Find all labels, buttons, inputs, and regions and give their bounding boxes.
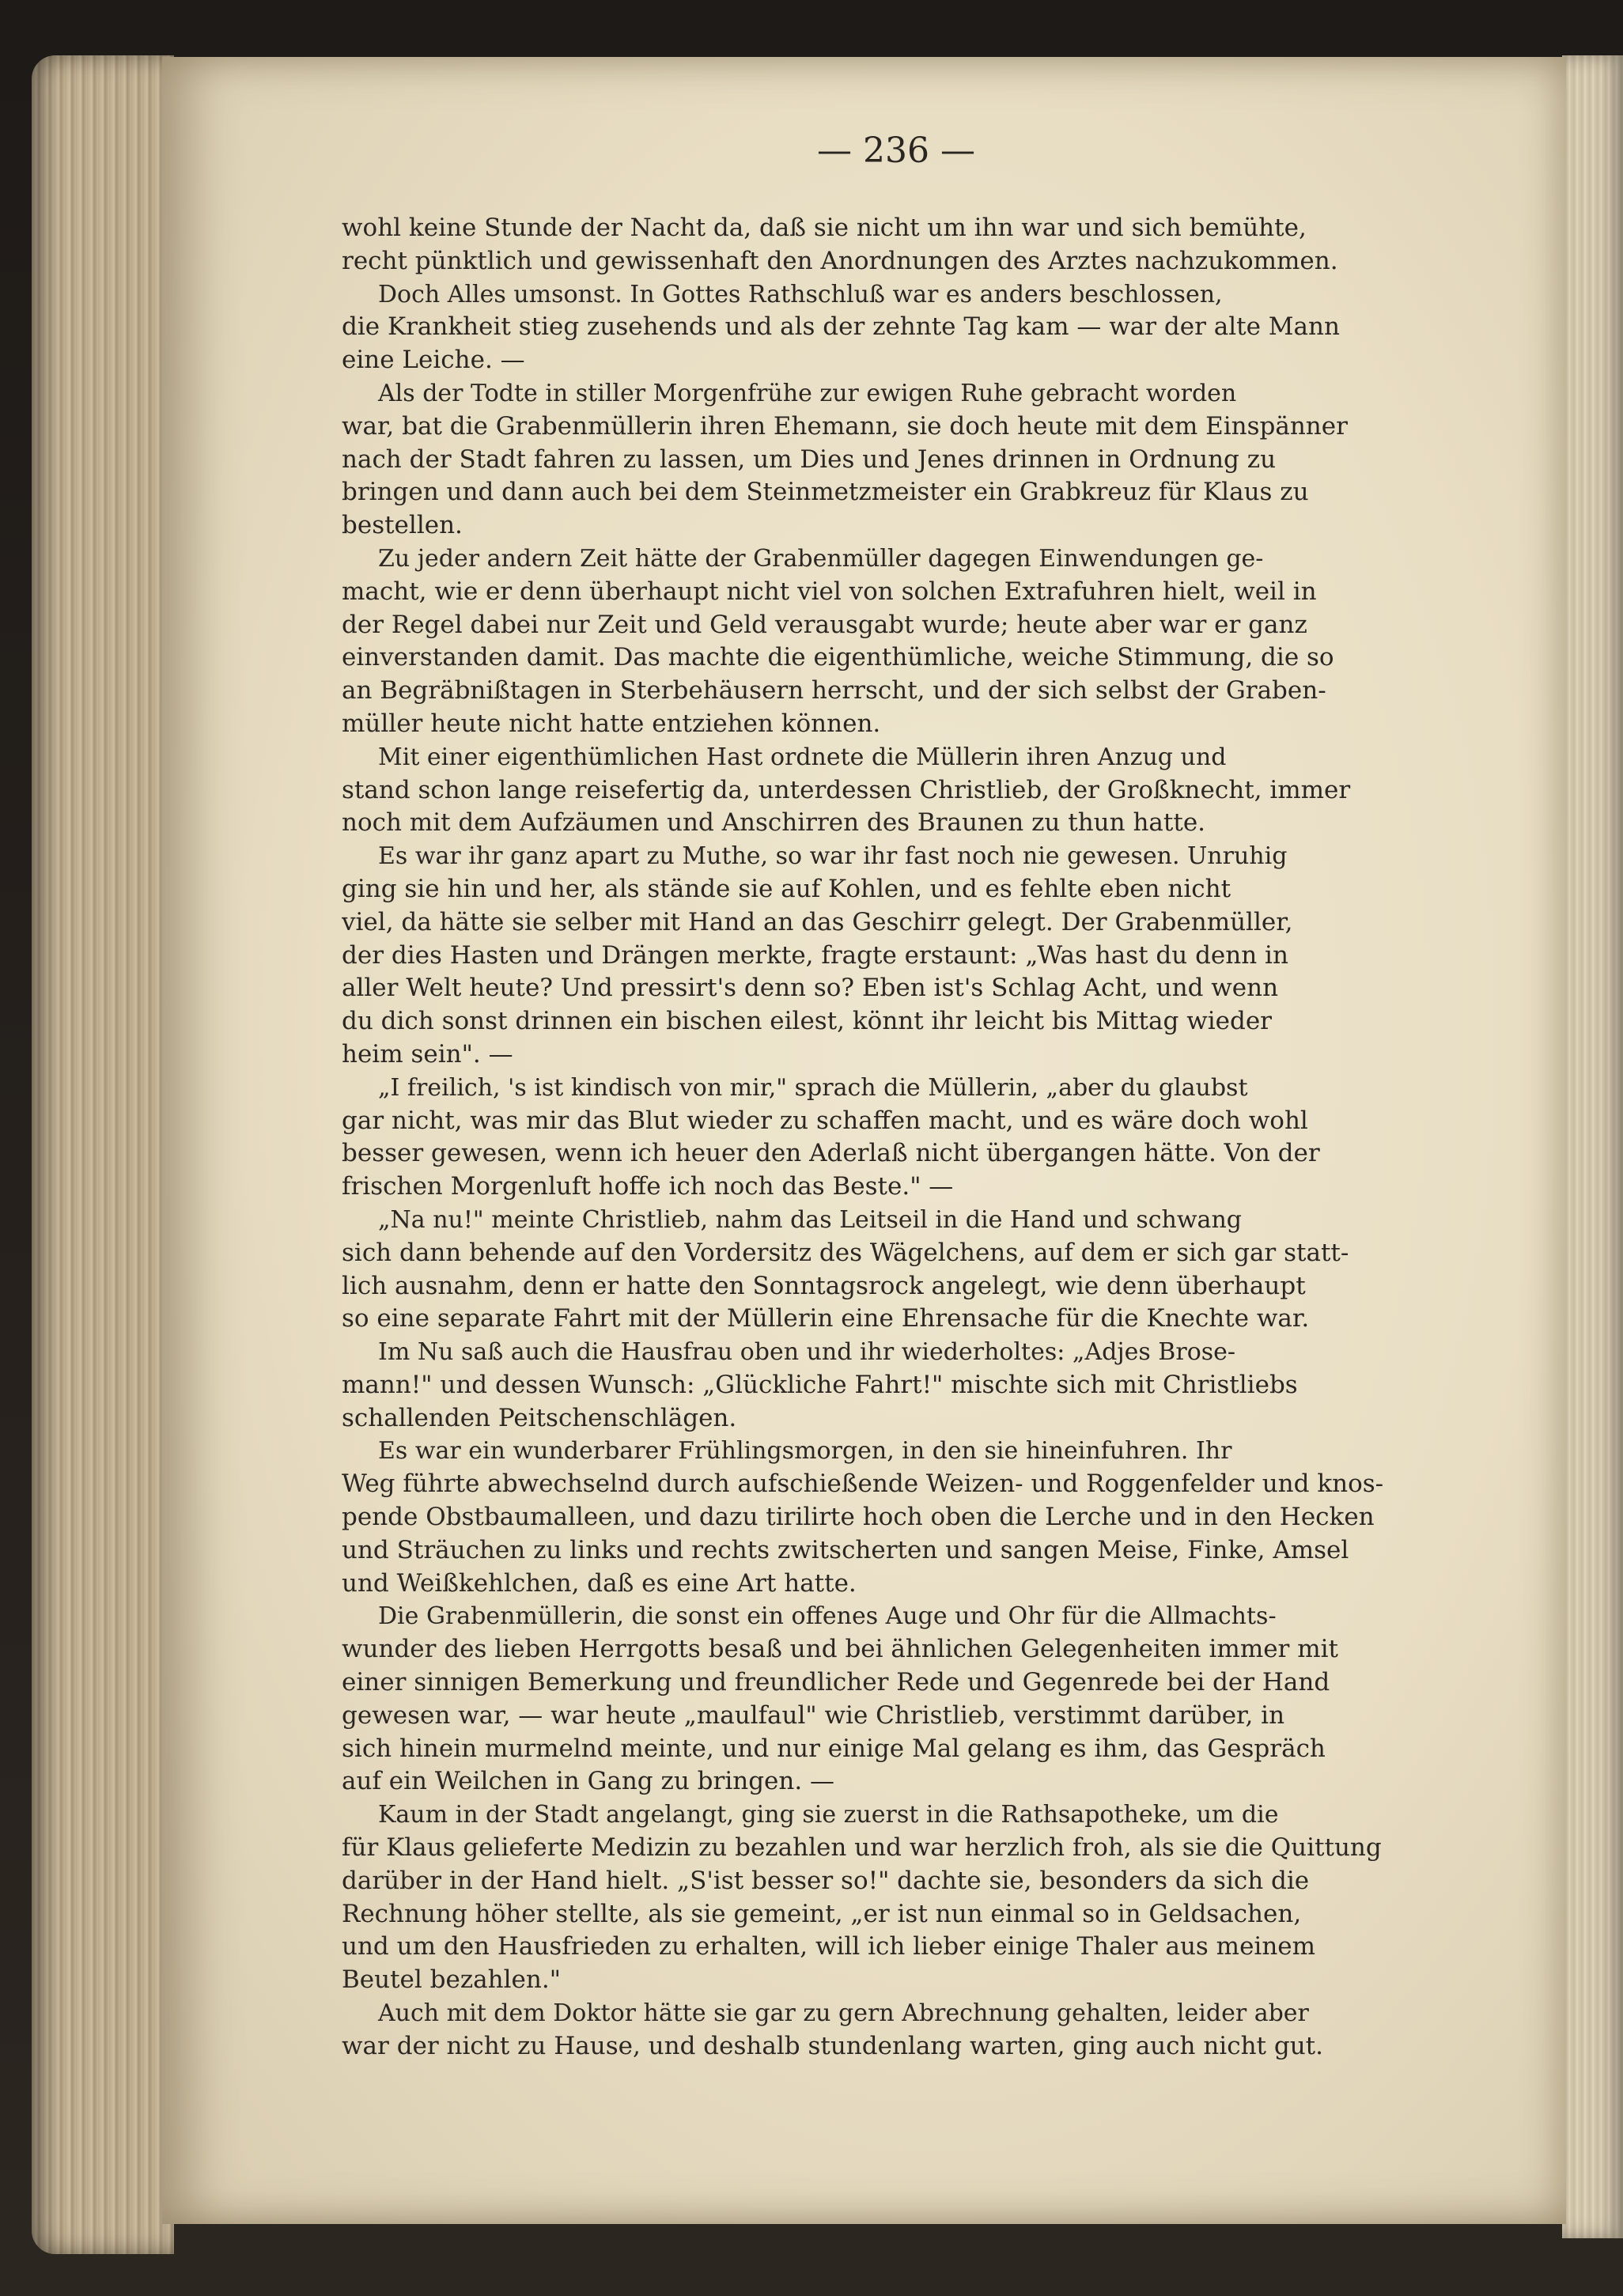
text-line: auf ein Weilchen in Gang zu bringen. — — [342, 1767, 835, 1796]
text-line: Rechnung höher stellte, als sie gemeint, „er ist nun einmal so in Geldsachen, — [342, 1899, 1302, 1928]
text-line: nach der Stadt fahren zu lassen, um Dies und Jenes drinnen in Ordnung zu — [342, 444, 1277, 474]
text-line: müller heute nicht hatte entziehen können. — [342, 709, 881, 738]
text-line: Im Nu saß auch die Hausfrau oben und ihr wiederholtes: „Adjes Brose- — [378, 1338, 1236, 1367]
text-line: frischen Morgenluft hoffe ich noch das Beste." — — [342, 1172, 954, 1201]
text-line: war der nicht zu Hause, und deshalb stundenlang warten, ging auch nicht gut. — [342, 2031, 1323, 2060]
text-line: stand schon lange reisefertig da, unterdessen Christlieb, der Großknecht, immer — [342, 775, 1351, 804]
text-line: noch mit dem Aufzäumen und Anschirren des Braunen zu thun hatte. — [342, 808, 1206, 838]
text-line: schallenden Peitschenschlägen. — [342, 1403, 737, 1432]
text-line: heim sein". — — [342, 1039, 513, 1069]
text-line: gewesen war, — war heute „maulfaul" wie Christlieb, verstimmt darüber, in — [342, 1700, 1285, 1730]
text-line: bringen und dann auch bei dem Steinmetzmeister ein Grabkreuz für Klaus zu — [342, 478, 1309, 507]
text-line: so eine separate Fahrt mit der Müllerin eine Ehrensache für die Knechte war. — [342, 1304, 1310, 1333]
text-line: besser gewesen, wenn ich heuer den Aderlaß nicht übergangen hätte. Von der — [342, 1139, 1320, 1168]
text-line: „Na nu!" meinte Christlieb, nahm das Leitseil in die Hand und schwang — [378, 1205, 1242, 1234]
text-line: macht, wie er denn überhaupt nicht viel von solchen Extrafuhren hielt, weil in — [342, 577, 1317, 606]
text-line: sich dann behende auf den Vordersitz des Wägelchens, auf dem er sich gar statt- — [342, 1238, 1349, 1267]
text-line: viel, da hätte sie selber mit Hand an das Geschirr gelegt. Der Grabenmüller, — [342, 907, 1293, 936]
page-body-text — [342, 212, 1465, 2063]
text-line: Weg führte abwechselnd durch aufschießende Weizen- und Roggenfelder und knos- — [342, 1470, 1384, 1499]
text-line: darüber in der Hand hielt. „S'ist besser so!" dachte sie, besonders da sich die — [342, 1866, 1310, 1895]
text-line: Mit einer eigenthümlichen Hast ordnete die Müllerin ihren Anzug und — [378, 743, 1227, 771]
text-line: Die Grabenmüllerin, die sonst ein offenes Auge und Ohr für die Allmachts- — [378, 1602, 1277, 1631]
text-line: die Krankheit stieg zusehends und als der zehnte Tag kam — war der alte Mann — [342, 312, 1340, 342]
text-line: „I freilich, 's ist kindisch von mir," sprach die Müllerin, „aber du glaubst — [378, 1073, 1248, 1102]
text-line: an Begräbnißtagen in Sterbehäusern herrscht, und der sich selbst der Graben- — [342, 676, 1326, 705]
text-line: wohl keine Stunde der Nacht da, daß sie nicht um ihn war und sich bemühte, — [342, 214, 1307, 242]
text-line: einer sinnigen Bemerkung und freundlicher Rede und Gegenrede bei der Hand — [342, 1668, 1330, 1697]
text-line: lich ausnahm, denn er hatte den Sonntagsrock angelegt, wie denn überhaupt — [342, 1271, 1306, 1300]
text-line: einverstanden damit. Das machte die eigenthümliche, weiche Stimmung, die so — [342, 643, 1334, 672]
text-line: pende Obstbaumalleen, und dazu tirilirte hoch oben die Lerche und in den Hecken — [342, 1503, 1375, 1532]
text-line: und Sträuchen zu links und rechts zwitscherten und sangen Meise, Finke, Amsel — [342, 1535, 1349, 1564]
text-line: du dich sonst drinnen ein bischen eilest, könnt ihr leicht bis Mittag wieder — [342, 1007, 1273, 1036]
text-line: Auch mit dem Doktor hätte sie gar zu gern Abrechnung gehalten, leider aber — [378, 1999, 1309, 2028]
text-line: Es war ein wunderbarer Frühlingsmorgen, in den sie hineinfuhren. Ihr — [378, 1437, 1232, 1466]
text-line: eine Leiche. — — [342, 346, 525, 375]
text-line: mann!" und dessen Wunsch: „Glückliche Fahrt!" mischte sich mit Christliebs — [342, 1370, 1298, 1399]
text-line: Zu jeder andern Zeit hätte der Grabenmüller dagegen Einwendungen ge- — [378, 544, 1264, 573]
book-page-edges-left — [32, 55, 174, 2254]
text-line: und um den Hausfrieden zu erhalten, will ich lieber einige Thaler aus meinem — [342, 1932, 1316, 1961]
text-line: Beutel bezahlen." — [342, 1965, 561, 1995]
text-line: ging sie hin und her, als stände sie auf Kohlen, und es fehlte eben nicht — [342, 874, 1231, 903]
text-line: der dies Hasten und Drängen merkte, fragte erstaunt: „Was hast du denn in — [342, 940, 1288, 970]
text-line: sich hinein murmelnd meinte, und nur einige Mal gelang es ihm, das Gespräch — [342, 1734, 1326, 1763]
page-number: — 236 — — [817, 130, 975, 171]
text-line: wunder des lieben Herrgotts besaß und bei ähnlichen Gelegenheiten immer mit — [342, 1635, 1338, 1664]
text-line: Als der Todte in stiller Morgenfrühe zur ewigen Ruhe gebracht worden — [378, 379, 1237, 407]
text-line: und Weißkehlchen, daß es eine Art hatte. — [342, 1568, 857, 1598]
text-line: recht pünktlich und gewissenhaft den Anordnungen des Arztes nachzukommen. — [342, 246, 1338, 275]
text-line: bestellen. — [342, 511, 463, 540]
text-line: der Regel dabei nur Zeit und Geld verausgabt wurde; heute aber war er ganz — [342, 610, 1307, 639]
text-line: aller Welt heute? Und pressirt's denn so? Eben ist's Schlag Acht, und wenn — [342, 974, 1279, 1003]
text-line: war, bat die Grabenmüllerin ihren Ehemann, sie doch heute mit dem Einspänner — [342, 411, 1348, 441]
text-line: gar nicht, was mir das Blut wieder zu schaffen macht, und es wäre doch wohl — [342, 1106, 1308, 1135]
text-line: Es war ihr ganz apart zu Muthe, so war ihr fast noch nie gewesen. Unruhig — [378, 842, 1288, 871]
text-line: für Klaus gelieferte Medizin zu bezahlen und war herzlich froh, als sie die Quittung — [342, 1833, 1382, 1863]
book-page-edges-right — [1562, 55, 1623, 2238]
text-line: Kaum in der Stadt angelangt, ging sie zuerst in die Rathsapotheke, um die — [378, 1801, 1279, 1829]
text-line: Doch Alles umsonst. In Gottes Rathschluß war es anders beschlossen, — [378, 280, 1223, 308]
